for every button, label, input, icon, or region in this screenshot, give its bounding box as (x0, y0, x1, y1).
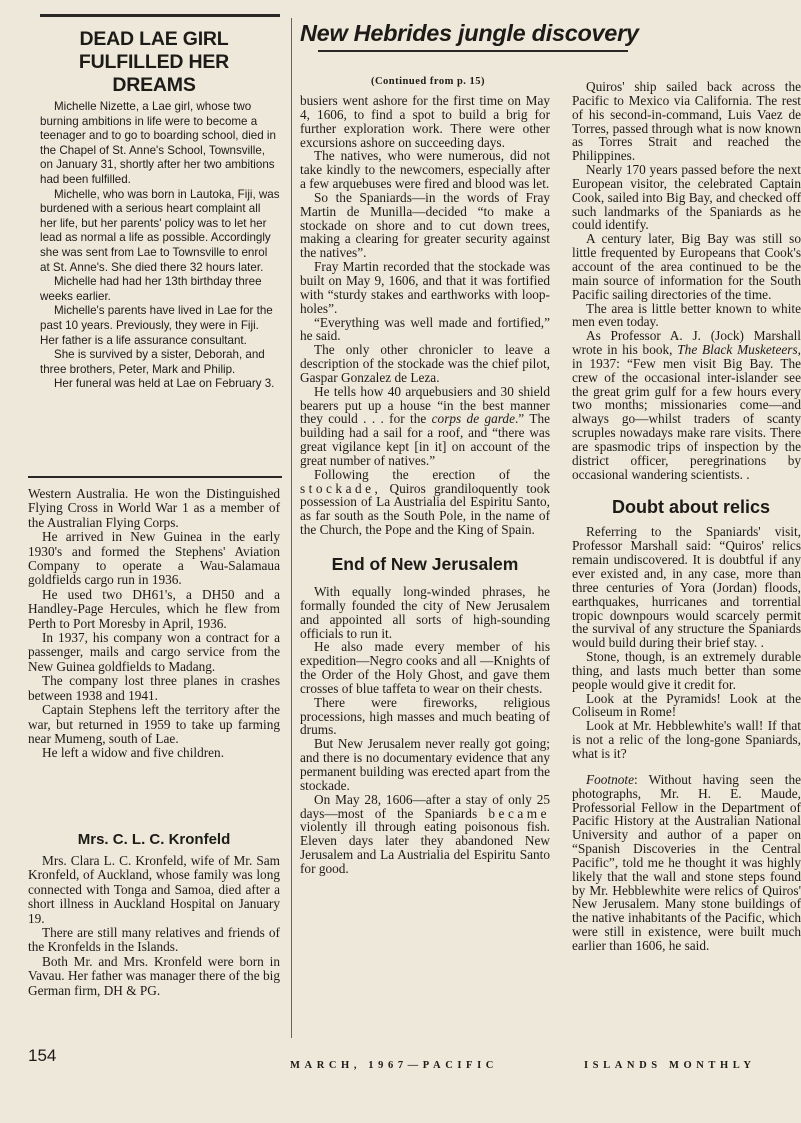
paragraph: Michelle Nizette, a Lae girl, whose two burning ambitions in life were to become a teenager and to go to boarding school, died in the Chapel of St. Anne's School, Townsville, on January 31, shortly after her two ambitions had been fulfilled. (40, 100, 276, 186)
paragraph: There were fireworks, religious processions, high masses and much beating of drums. (300, 694, 550, 738)
story3-headline: Mrs. C. L. C. Kronfeld (77, 831, 231, 848)
paragraph: So the Spaniards—in the words of Fray Martin de Munilla—decided “to make a stockade on shore and to cut down trees, making a clearing for greater security against the natives”. (300, 189, 550, 261)
paragraph: Michelle's parents have lived in Lae for the past 10 years. Previously, they were in Fiji. Her father is a life assurance consultant. (40, 304, 273, 347)
paragraph: Look at the Pyramids! Look at the Coliseum in Rome! (572, 690, 801, 720)
story-dead-lae-girl (28, 14, 280, 392)
paragraph: Referring to the Spaniards' visit, Professor Marshall said: “Quiros' relics remain undiscovered. It is doubtful if any ever existed and, in any case, more than three centuries of Yora (Jordan) floods, earthquakes, hurricanes and torrential tropic downpours would scarcely permit the survival of any structure the Spaniards would build during their brief stay. . (572, 524, 801, 651)
paragraph: There are still many relatives and friends of the Kronfelds in the Islands. (28, 925, 280, 955)
paragraph: The company lost three planes in crashes between 1938 and 1941. (28, 673, 280, 703)
paragraph: A century later, Big Bay was still so little frequented by Europeans that Cook's account of the area continued to be the main source of information for the South Pacific sailing directories of the time. (572, 231, 801, 302)
paragraph: Footnote: Without having seen the photographs, Mr. H. E. Maude, Professorial Fellow in the Department of Pacific History at the Australian National University and author of a paper on “Spanish Discoveries in the Central Pacific”, told me he thought it was highly likely that the wall and stone steps found by Mr. Hebblewhite were relics of Quiros' New Jerusalem. Many stone buildings of the native inhabitants of the Pacific, which were still in existence, were built much earlier than 1606, he said. (572, 771, 801, 953)
paragraph: busiers went ashore for the first time on May 4, 1606, to find a spot to build a brig for further exploration work. There were other excursions ashore on succeeding days. (300, 94, 550, 150)
subhead-doubt-about-relics: Doubt about relics (612, 497, 771, 518)
paragraph: Look at Mr. Hebblewhite's wall! If that is not a relic of the long-gone Spaniards, what is it? (572, 718, 801, 761)
paragraph: Stone, though, is an extremely durable thing, and lasts much better than some people would give it credit for. (572, 649, 801, 692)
paragraph: Michelle had had her 13th birthday three weeks earlier. (40, 275, 262, 303)
paragraph: The only other chronicler to leave a description of the stockade was the chief pilot, Gaspar Gonzalez de Leza. (300, 342, 550, 385)
paragraph: In 1937, his company won a contract for a passenger, mails and cargo service from the New Guinea goldfields to Madang. (28, 630, 280, 674)
banner-underline (318, 50, 628, 52)
paragraph: Michelle, who was born in Lautoka, Fiji, was burdened with a serious heart complaint all her life, but her parents' policy was to let her lead as normal a life as possible. Accordingly she was sent from Lae to Townsville to enrol at St. Anne's. She died there 32 hours later. (40, 187, 280, 274)
page-number: 154 (28, 1046, 57, 1065)
paragraph: As Professor A. J. (Jock) Marshall wrote in his book, The Black Musketeers, in 1937: “Few men visit Big Bay. The crew of the occasional inter-islander see the great grim gulf for a few hours every two months; missionaries come—and always go—whilst traders of scanty scruples nowadays make rare visits. There are spasmodic trips of inspection by the district officer, peregrinations by occasional wandering scientists. . (572, 328, 801, 482)
paragraph: On May 28, 1606—after a stay of only 25 days—most of the Spaniards became violently ill through eating poisonous fish. Eleven days later they abandoned New Jerusalem and La Austrialia del Espiritu Santo for good. (300, 791, 550, 876)
paragraph: Western Australia. He won the Distinguished Flying Cross in World War 1 as a member of the Australian Flying Corps. (28, 486, 280, 530)
story1-bottom-rule (28, 476, 282, 478)
paragraph: With equally long-winded phrases, he formally founded the city of New Jerusalem and appointed all sorts of high-sounding officials to run it. (300, 584, 550, 641)
banner-title: New Hebrides jungle discovery (300, 20, 639, 46)
paragraph: “Everything was well made and fortified,” he said. (300, 314, 550, 344)
paragraph: The natives, who were numerous, did not take kindly to the newcomers, especially after a few arquebuses were fired and blood was let. (300, 148, 550, 192)
paragraph: Quiros' ship sailed back across the Pacific to Mexico via California. The rest of his second-in-command, Luis Vaez de Torres, passed through what is now known as Torres Strait and reached the Philippines. (572, 80, 801, 164)
paragraph: Nearly 170 years passed before the next European visitor, the celebrated Captain Cook, sailed into Big Bay, and checked off such landmarks of the Spaniards as he could identify. (572, 162, 801, 233)
paragraph: He also made every member of his expedition—Negro cooks and all —Knights of the Order of the Holy Ghost, and gave them crosses of blue taffeta to wear on their chests. (300, 639, 550, 696)
paragraph: Fray Martin recorded that the stockade was built on May 9, 1606, and that it was fortified with “sturdy stakes and earthworks with loop-holes”. (300, 259, 550, 316)
paragraph: He left a widow and five children. (42, 745, 225, 761)
subhead-end-of-new-jerusalem: End of New Jerusalem (331, 554, 519, 574)
paragraph: But New Jerusalem never really got going; and there is no documentary evidence that any permanent building was erected apart from the stockade. (300, 736, 550, 793)
story1-headline: DEAD LAE GIRL FULFILLED HER DREAMS (78, 28, 230, 96)
paragraph: Mrs. Clara L. C. Kronfeld, wife of Mr. Sam Kronfeld, of Auckland, whose family was long connected with Tonga and Samoa, died after a short illness in Auckland Hospital on January 19. (28, 853, 280, 926)
paragraph: He used two DH61's, a DH50 and a Handley-Page Hercules, which he flew from Perth to Port Moresby in April, 1936. (28, 586, 280, 631)
footer-magazine-name: ISLANDS MONTHLY (584, 1060, 756, 1071)
paragraph: Her funeral was held at Lae on February 3. (54, 377, 275, 391)
paragraph: Captain Stephens left the territory after the war, but returned in 1959 to take up farming near Mumeng, south of Lae. (28, 702, 280, 746)
story-captain-stephens (28, 487, 280, 761)
paragraph: Following the erection of the stockade, Quiros grandiloquently took possession of La Austrialia del Espiritu Santo, as far south as the South Pole, in the name of the Church, the Pope and the King of Spain. (300, 466, 550, 538)
paragraph: She is survived by a sister, Deborah, and three brothers, Peter, Mark and Philip. (40, 348, 265, 376)
paragraph: He tells how 40 arquebusiers and 30 shield bearers put up a house “in the best manner they could . . . for the corps de garde.” The building had a sail for a roof, and “there was great vigilance kept [in it] on account of the great number of natives.” (300, 383, 550, 468)
column-rule-left (291, 18, 292, 1038)
article-column-2 (300, 94, 550, 876)
article-column-3 (572, 80, 801, 953)
paragraph: He arrived in New Guinea in the early 1930's and formed the Stephens' Aviation Company to operate a Wau-Salamaua goldfields cargo run in 1936. (28, 529, 280, 588)
paragraph: The area is little better known to white men even today. (572, 300, 801, 330)
footer-issue-date: MARCH, 1967—PACIFIC (290, 1060, 498, 1071)
story-kronfeld (28, 830, 280, 998)
continued-note: (Continued from p. 15) (370, 76, 486, 87)
story1-body (28, 100, 280, 392)
paragraph: Both Mr. and Mrs. Kronfeld were born in Vavau. Her father was manager there of the big German firm, DH & PG. (28, 953, 280, 998)
